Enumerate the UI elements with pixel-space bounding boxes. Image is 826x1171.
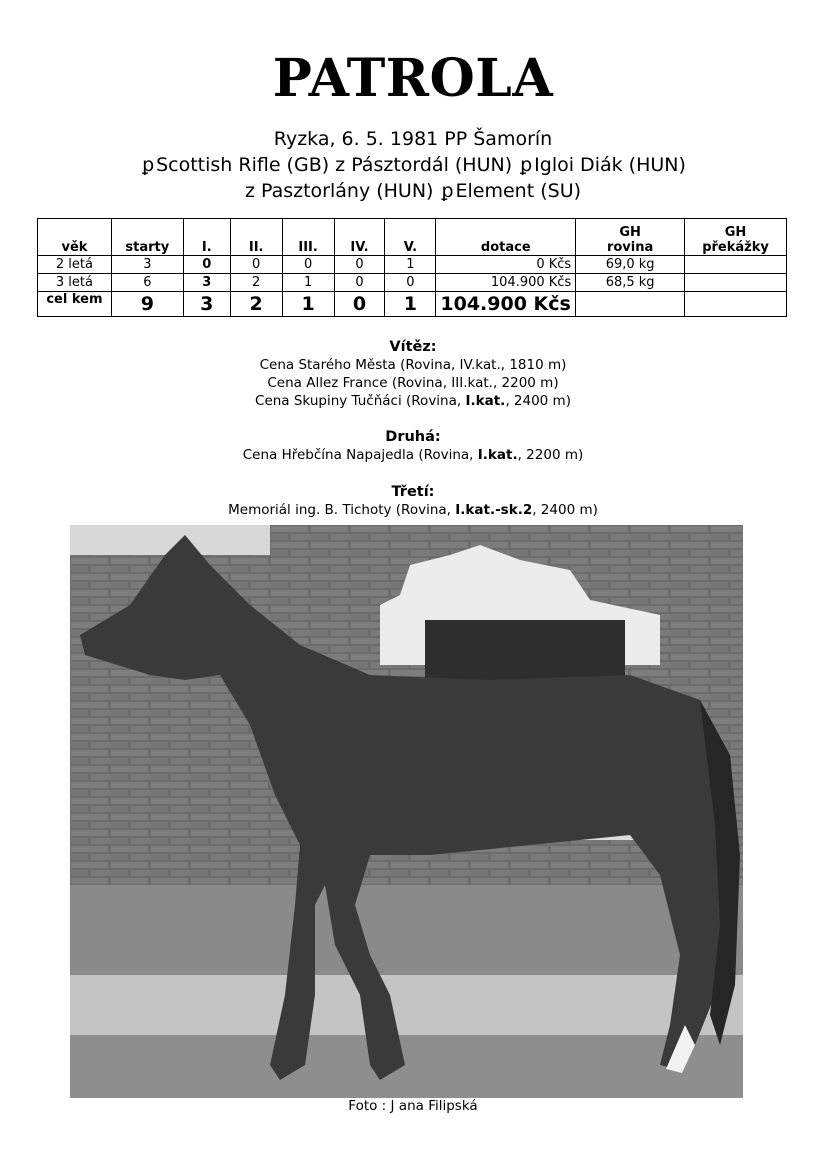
pedigree-line-2b: Igloi Diák (HUN) xyxy=(534,154,686,176)
sire-symbol: ꝑ xyxy=(142,154,155,176)
winner-race-3-post: , 2400 m) xyxy=(505,393,571,409)
header-age: věk xyxy=(38,219,112,256)
cell-starts: 6 xyxy=(111,274,183,292)
winner-race-1: Cena Starého Města (Rovina, IV.kat., 1810 m) xyxy=(259,357,567,373)
winner-race-3 xyxy=(0,392,826,410)
total-place-5: 1 xyxy=(385,292,436,317)
cell-starts: 3 xyxy=(111,256,183,274)
winner-race-3-category: I.kat. xyxy=(465,393,506,409)
header-gh-flat-bottom: rovina xyxy=(606,240,654,255)
page-title: PATROLA xyxy=(272,48,554,109)
header-gh-jump-top: GH xyxy=(724,225,747,240)
cell-gh-flat: 69,0 kg xyxy=(576,256,685,274)
second-race-1-category: I.kat. xyxy=(477,447,518,463)
total-label: cel kem xyxy=(38,292,112,317)
total-gh-flat xyxy=(576,292,685,317)
total-place-4: 0 xyxy=(334,292,385,317)
header-prize: dotace xyxy=(436,219,576,256)
winner-heading: Vítěz: xyxy=(389,339,437,355)
sire-symbol: ꝑ xyxy=(441,180,454,202)
cell-gh-jump xyxy=(685,274,787,292)
pedigree-line-2a: Scottish Rifle (GB) z Pásztordál (HUN) xyxy=(156,154,513,176)
photo-caption: Foto : J ana Filipská xyxy=(348,1098,478,1114)
total-place-3: 1 xyxy=(282,292,334,317)
table-row xyxy=(38,274,787,292)
cell-place-3: 1 xyxy=(282,274,334,292)
second-race-1 xyxy=(0,446,826,464)
cell-place-5: 1 xyxy=(385,256,436,274)
pedigree-line-3b: Element (SU) xyxy=(455,180,582,202)
winner-section xyxy=(0,338,826,410)
pedigree-line-3 xyxy=(0,178,826,204)
winner-race-2: Cena Allez France (Rovina, III.kat., 2200 m) xyxy=(267,375,559,391)
cell-age: 2 letá xyxy=(38,256,112,274)
total-place-1: 3 xyxy=(183,292,230,317)
header-place-4: IV. xyxy=(334,219,385,256)
third-race-1-pre: Memoriál ing. B. Tichoty (Rovina, xyxy=(228,502,456,518)
header-gh-flat-top: GH xyxy=(619,225,641,240)
total-gh-jump xyxy=(685,292,787,317)
third-heading: Třetí: xyxy=(391,484,435,500)
header-place-3: III. xyxy=(282,219,334,256)
sire-symbol: ꝑ xyxy=(520,154,533,176)
table-header-row xyxy=(38,219,787,256)
cell-place-4: 0 xyxy=(334,274,385,292)
header-gh-jump xyxy=(685,219,787,256)
cell-age: 3 letá xyxy=(38,274,112,292)
horse-photo-illustration xyxy=(70,525,743,1098)
cell-gh-flat: 68,5 kg xyxy=(576,274,685,292)
pedigree-line-1: Ryzka, 6. 5. 1981 PP Šamorín xyxy=(273,128,553,150)
table-total-row xyxy=(38,292,787,317)
table-row xyxy=(38,256,787,274)
race-stats-table xyxy=(37,218,787,317)
cell-prize: 0 Kčs xyxy=(436,256,576,274)
cell-place-2: 2 xyxy=(230,274,282,292)
cell-place-1: 3 xyxy=(183,274,230,292)
header-place-1: I. xyxy=(183,219,230,256)
total-place-2: 2 xyxy=(230,292,282,317)
cell-place-2: 0 xyxy=(230,256,282,274)
cell-place-1: 0 xyxy=(183,256,230,274)
second-race-1-post: , 2200 m) xyxy=(517,447,584,463)
pedigree-line-3a: z Pasztorlány (HUN) xyxy=(244,180,434,202)
cell-place-4: 0 xyxy=(334,256,385,274)
third-race-1-post: , 2400 m) xyxy=(532,502,598,518)
pedigree-line-2 xyxy=(0,152,826,178)
header-place-5: V. xyxy=(385,219,436,256)
header-starts: starty xyxy=(111,219,183,256)
total-starts: 9 xyxy=(111,292,183,317)
cell-prize: 104.900 Kčs xyxy=(436,274,576,292)
second-race-1-pre: Cena Hřebčína Napajedla (Rovina, xyxy=(242,447,478,463)
cell-place-3: 0 xyxy=(282,256,334,274)
second-section xyxy=(0,428,826,464)
pedigree-block xyxy=(0,126,826,204)
winner-race-3-pre: Cena Skupiny Tučňáci (Rovina, xyxy=(255,393,466,409)
total-prize: 104.900 Kčs xyxy=(436,292,576,317)
cell-gh-jump xyxy=(685,256,787,274)
second-heading: Druhá: xyxy=(385,429,441,445)
cell-place-5: 0 xyxy=(385,274,436,292)
third-race-1 xyxy=(0,501,826,519)
header-gh-jump-bottom: překážky xyxy=(702,240,769,255)
third-section xyxy=(0,483,826,519)
horse-photo xyxy=(70,525,743,1098)
header-place-2: II. xyxy=(230,219,282,256)
third-race-1-category: I.kat.-sk.2 xyxy=(455,502,533,518)
header-gh-flat xyxy=(576,219,685,256)
